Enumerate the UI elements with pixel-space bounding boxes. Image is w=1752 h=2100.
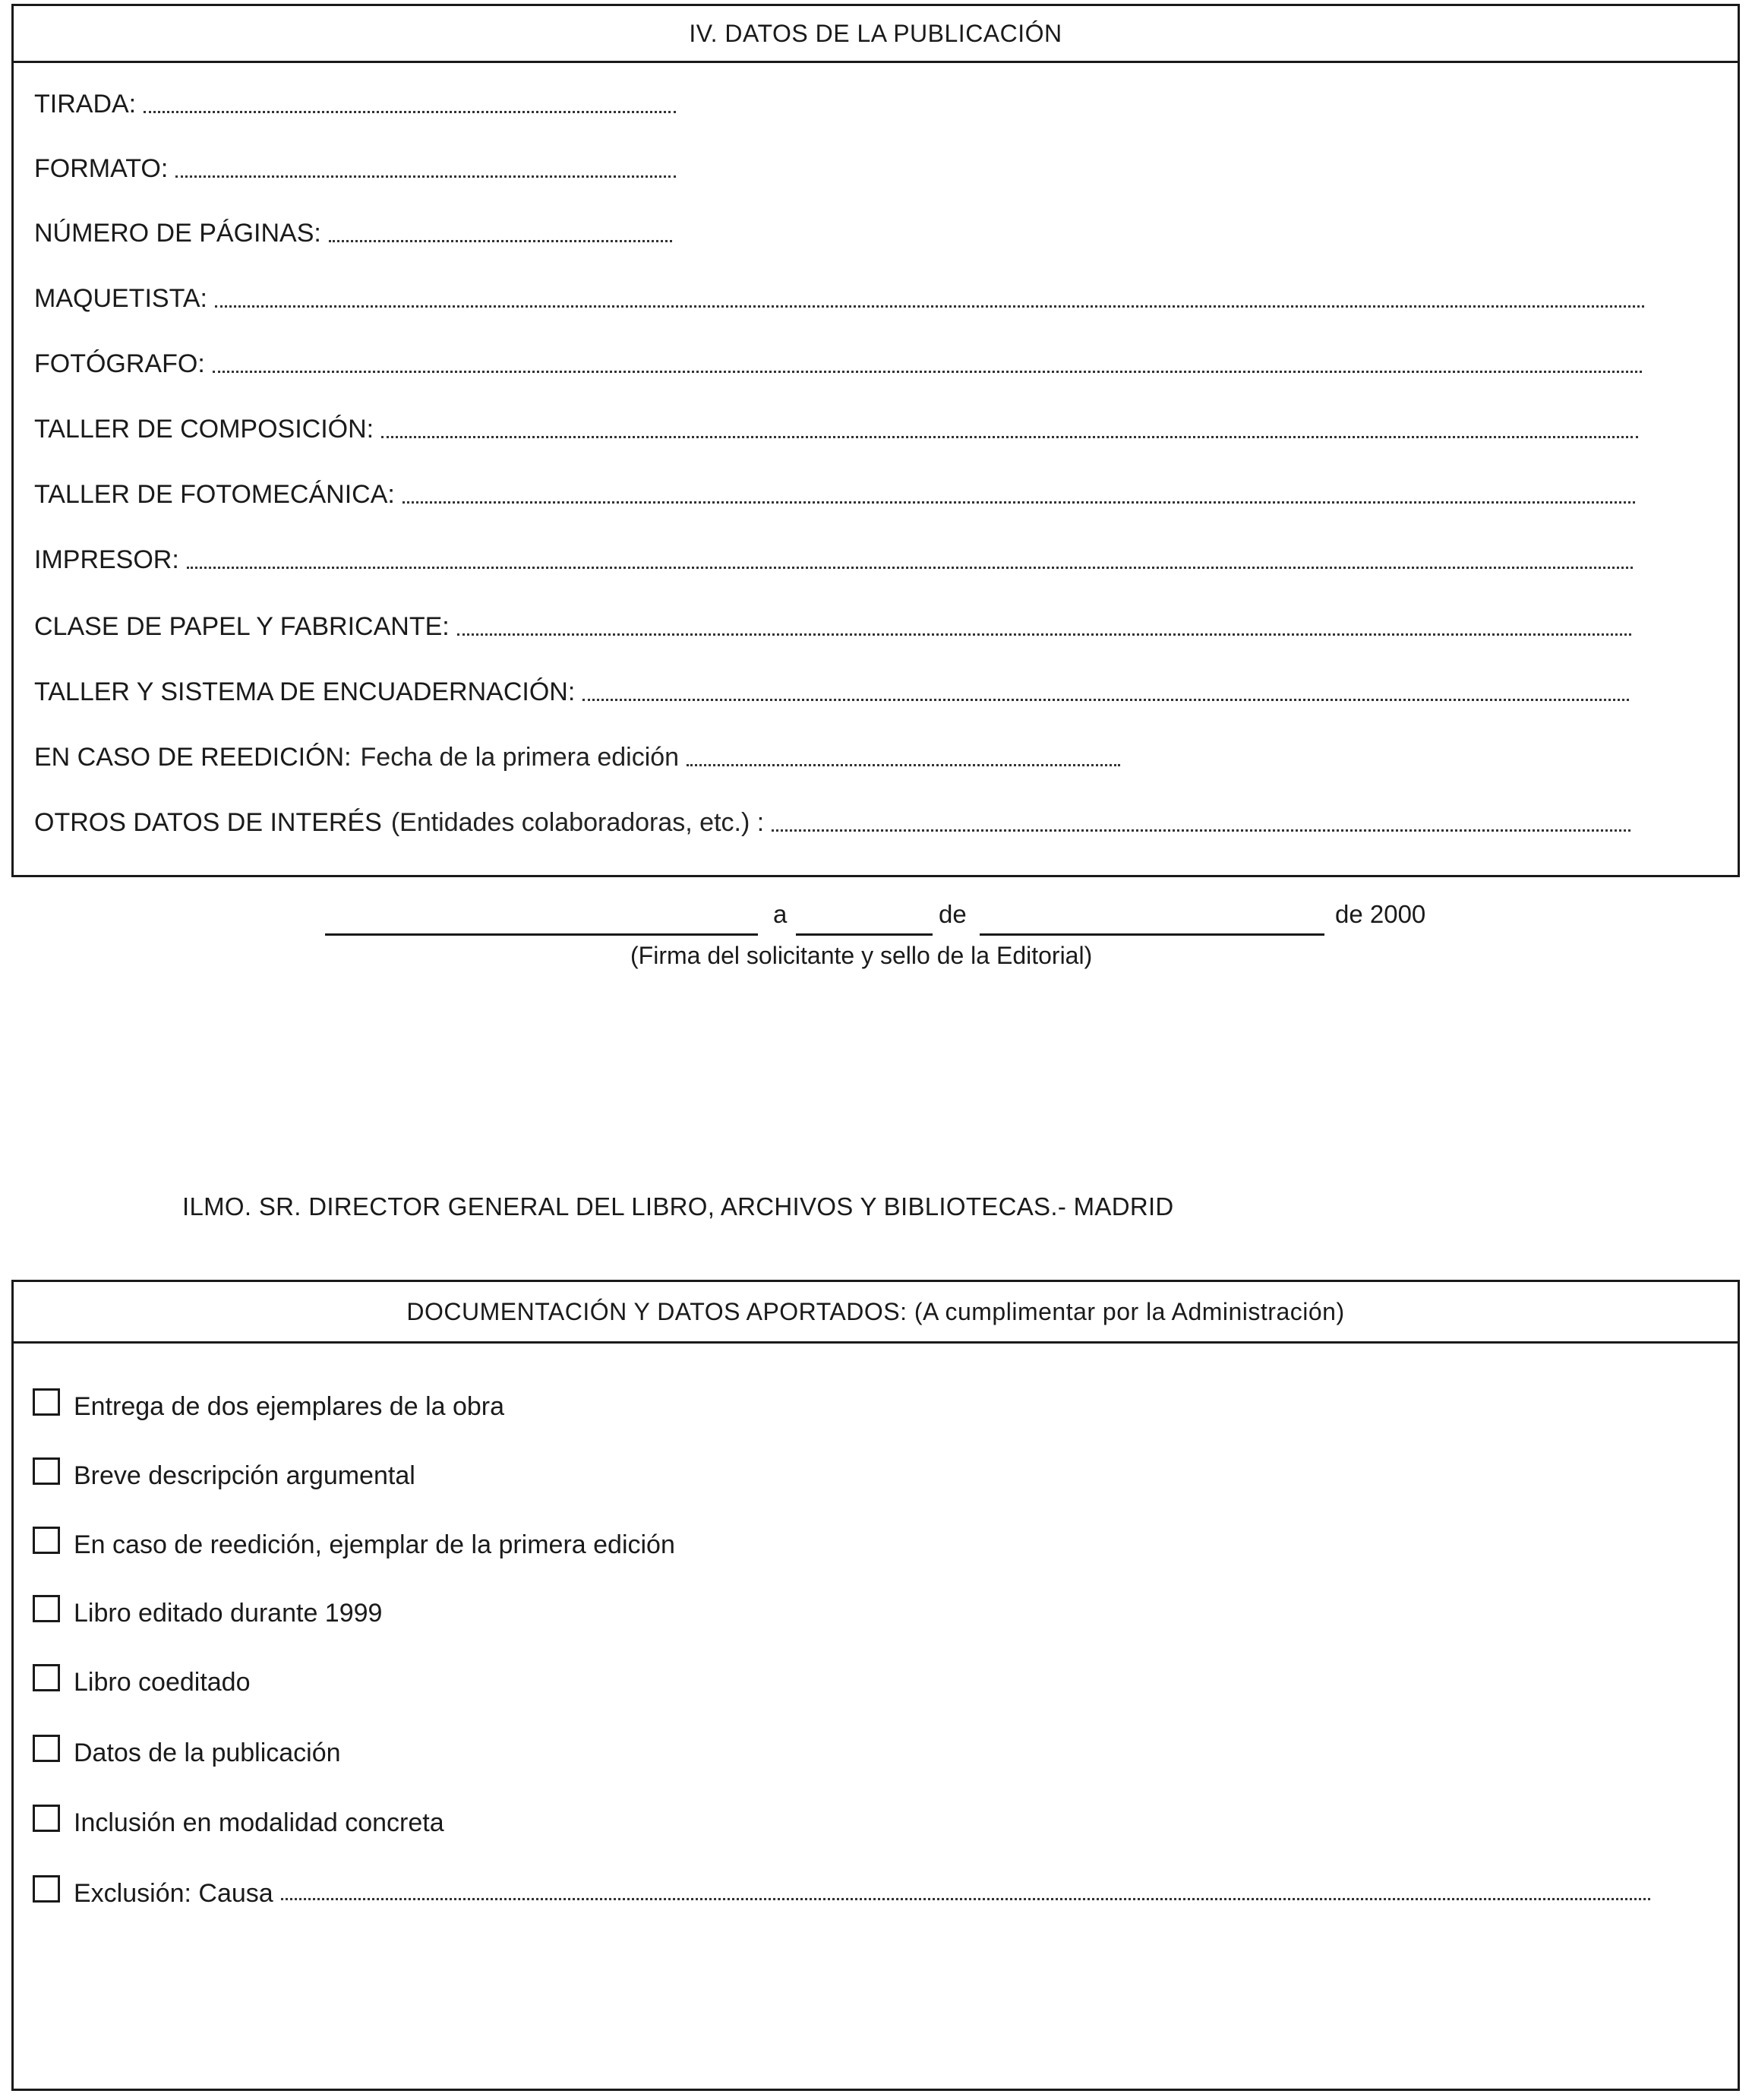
- checklist-label: Datos de la publicación: [74, 1738, 341, 1767]
- checkbox[interactable]: [33, 1735, 60, 1762]
- checklist-label: Libro editado durante 1999: [74, 1598, 383, 1628]
- field-clase-papel[interactable]: [34, 604, 1631, 642]
- fill-line[interactable]: [215, 305, 1644, 308]
- fill-line[interactable]: [772, 829, 1630, 832]
- fill-line[interactable]: [402, 501, 1635, 504]
- year-text: de 2000: [1335, 900, 1426, 928]
- field-label: MAQUETISTA:: [34, 284, 207, 313]
- field-label: CLASE DE PAPEL Y FABRICANTE:: [34, 612, 450, 641]
- fill-line[interactable]: [175, 175, 676, 178]
- field-label: FORMATO:: [34, 154, 169, 183]
- checkbox[interactable]: [33, 1805, 60, 1832]
- checkbox[interactable]: [33, 1664, 60, 1691]
- field-label: EN CASO DE REEDICIÓN:: [34, 743, 352, 772]
- field-numero-paginas[interactable]: [34, 210, 672, 248]
- fill-line[interactable]: [281, 1897, 1650, 1900]
- signature-caption: (Firma del solicitante y sello de la Editorial): [630, 942, 1093, 969]
- field-fotografo[interactable]: [34, 341, 1642, 379]
- addressee: ILMO. SR. DIRECTOR GENERAL DEL LIBRO, ARCHIVOS Y BIBLIOTECAS.- MADRID: [182, 1192, 1174, 1221]
- signature-date-line: [325, 900, 1441, 938]
- fill-line[interactable]: [329, 239, 672, 242]
- field-label: NÚMERO DE PÁGINAS:: [34, 219, 321, 248]
- day-blank[interactable]: [796, 933, 933, 936]
- section-title: IV. DATOS DE LA PUBLICACIÓN: [14, 6, 1738, 63]
- field-taller-composicion[interactable]: [34, 406, 1638, 444]
- checklist-item[interactable]: [33, 1663, 251, 1701]
- checklist-item[interactable]: [33, 1457, 415, 1495]
- checklist-item[interactable]: [33, 1734, 341, 1772]
- field-sublabel: (Entidades colaboradoras, etc.) :: [390, 808, 765, 837]
- field-impresor[interactable]: [34, 537, 1633, 575]
- field-label: FOTÓGRAFO:: [34, 349, 205, 378]
- section-title: DOCUMENTACIÓN Y DATOS APORTADOS: (A cumplimentar por la Administración): [14, 1282, 1738, 1344]
- place-blank[interactable]: [325, 933, 758, 936]
- fill-line[interactable]: [687, 763, 1120, 766]
- fill-line[interactable]: [582, 698, 1629, 701]
- checklist-label: Entrega de dos ejemplares de la obra: [74, 1391, 505, 1421]
- field-sublabel: Fecha de la primera edición: [360, 743, 680, 772]
- field-tirada[interactable]: [34, 81, 676, 119]
- field-label: TALLER DE COMPOSICIÓN:: [34, 415, 374, 444]
- field-reedicion[interactable]: [34, 734, 1120, 772]
- field-taller-encuadernacion[interactable]: [34, 669, 1629, 707]
- field-label: TIRADA:: [34, 90, 137, 118]
- field-label: TALLER Y SISTEMA DE ENCUADERNACIÓN:: [34, 677, 576, 706]
- checklist-item[interactable]: [33, 1804, 444, 1842]
- checklist-item[interactable]: [33, 1594, 382, 1632]
- field-formato[interactable]: [34, 146, 676, 184]
- checkbox[interactable]: [33, 1388, 60, 1416]
- checklist-label: Breve descripción argumental: [74, 1461, 415, 1490]
- checkbox[interactable]: [33, 1595, 60, 1622]
- checklist-label: Exclusión: Causa: [74, 1878, 273, 1908]
- field-maquetista[interactable]: [34, 276, 1644, 314]
- checkbox[interactable]: [33, 1457, 60, 1485]
- checklist-item[interactable]: [33, 1388, 504, 1426]
- field-label: TALLER DE FOTOMECÁNICA:: [34, 480, 395, 509]
- field-label: OTROS DATOS DE INTERÉS: [34, 808, 382, 837]
- field-otros-datos[interactable]: [34, 800, 1630, 838]
- checkbox[interactable]: [33, 1527, 60, 1554]
- field-label: IMPRESOR:: [34, 545, 179, 574]
- checklist-item[interactable]: [33, 1526, 675, 1564]
- word-de: de: [939, 900, 967, 928]
- checklist-label: Libro coeditado: [74, 1667, 251, 1697]
- checklist-item-exclusion[interactable]: [33, 1874, 1650, 1912]
- fill-line[interactable]: [457, 633, 1631, 636]
- fill-line[interactable]: [213, 370, 1642, 373]
- checklist-label: En caso de reedición, ejemplar de la primera edición: [74, 1530, 675, 1559]
- fill-line[interactable]: [187, 566, 1633, 569]
- field-taller-fotomecanica[interactable]: [34, 472, 1635, 510]
- fill-line[interactable]: [144, 110, 676, 113]
- checkbox[interactable]: [33, 1875, 60, 1903]
- fill-line[interactable]: [381, 435, 1638, 438]
- publication-data-section: [11, 4, 1740, 877]
- documentation-section: [11, 1280, 1740, 2091]
- checklist-label: Inclusión en modalidad concreta: [74, 1808, 444, 1837]
- month-blank[interactable]: [980, 933, 1324, 936]
- word-a: a: [773, 900, 788, 928]
